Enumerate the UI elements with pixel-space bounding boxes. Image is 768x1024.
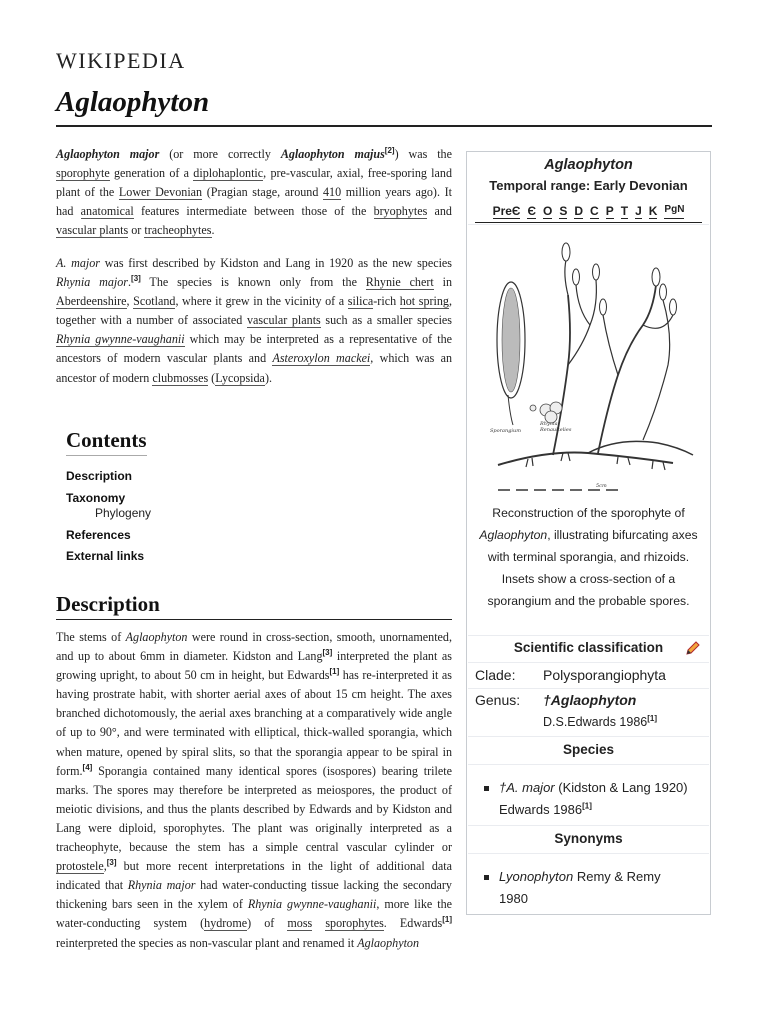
taxobox-title: Aglaophyton [544,157,633,173]
period-permian[interactable]: P [605,204,614,218]
period-triassic[interactable]: T [620,204,629,218]
link-vascular-plants[interactable]: vascular plants [56,223,129,238]
genus-row [468,688,709,737]
label-scale: 5cm [596,483,607,489]
citation-link[interactable]: [4] [82,762,93,772]
toc-item-references[interactable]: References [66,528,131,542]
link-diplohaplontic[interactable]: diplohaplontic [193,166,264,181]
citation-link[interactable]: [1] [442,915,452,925]
clade-row [468,662,709,689]
geologic-timescale [475,204,702,223]
title-divider [56,125,712,127]
table-of-contents [56,418,188,577]
genus-authority: D.S.Edwards 1986[1] [543,713,658,729]
link-hydrome[interactable]: hydrome [204,916,248,931]
citation-link[interactable]: [2] [384,145,395,155]
toc-item-external-links[interactable]: External links [66,549,145,563]
link-scotland[interactable]: Scotland [133,294,176,309]
label-renaultelies: Renaultelies [540,427,572,433]
link-bryophytes[interactable]: bryophytes [373,204,428,219]
citation-link[interactable]: [3] [131,274,141,284]
taxobox [466,151,711,915]
period-silurian[interactable]: S [559,204,568,218]
clade-label: Clade: [475,667,516,683]
label-sporangium: Sporangium [490,428,521,434]
link-clubmosses[interactable]: clubmosses [152,370,209,385]
section-heading-description: Description [56,592,452,620]
wikipedia-wordmark[interactable]: WIKIPEDIA [56,48,186,73]
link-vascular-plants-2[interactable]: vascular plants [246,313,321,328]
sporangium-inset [497,282,525,425]
period-jurassic[interactable]: J [635,204,642,218]
figure-caption: Reconstruction of the sporophyte of Aglaophyton, illustrating bifurcating axes with terminal sporangia, and rhizoids. Insets show a cross-section of a sporangium and the probable spores. [479,506,698,608]
spores-inset [530,402,562,423]
link-tracheophytes[interactable]: tracheophytes [144,223,212,238]
period-paleogene-neogene[interactable]: PgN [664,204,684,219]
page-title: Aglaophyton [56,86,210,118]
period-carboniferous[interactable]: C [590,204,599,218]
toc-item-taxonomy[interactable]: Taxonomy [66,491,126,505]
link-sporophyte[interactable]: sporophyte [56,166,110,181]
link-rhynie-chert[interactable]: Rhynie chert [365,275,434,290]
period-cambrian[interactable]: Є [527,204,536,218]
species-list [468,764,709,825]
link-lower-devonian[interactable]: Lower Devonian [118,185,203,200]
link-aberdeenshire[interactable]: Aberdeenshire [56,294,127,309]
species-item: †A. major (Kidston & Lang 1920) Edwards 1986[1] [499,780,688,817]
pencil-icon[interactable] [685,640,701,656]
toc-item-description[interactable]: Description [66,469,133,483]
link-rhynia-gwynne-vaughanii[interactable]: Rhynia gwynne-vaughanii [56,332,185,347]
bullet-icon [484,875,489,880]
link-protostele[interactable]: protostele [56,859,104,874]
toc-item-phylogeny[interactable]: Phylogeny [95,506,152,520]
period-ordovician[interactable]: O [543,204,553,218]
period-precambrian[interactable]: PreЄ [492,204,521,218]
intro-paragraph-2: A. major was first described by Kidston and Lang in 1920 as the new species Rhynia major.[3] The species is known only from the Rhynie chert in Aberdeenshire, Scotland, where it grew in the vicinity of a silica-rich hot spring, together with a number of associated vascular plants such as a smaller species Rhynia gwynne-vaughanii which may be interpreted as a representative of the ancestors of modern vascular plants and Asteroxylon mackei, which was an ancestor of modern clubmosses (Lycopsida). [56,256,453,385]
genus-label: Genus: [475,692,521,708]
link-anatomical[interactable]: anatomical [80,204,134,219]
link-sporophytes[interactable]: sporophytes [325,916,384,931]
reconstruction-illustration[interactable] [468,224,709,500]
link-moss[interactable]: moss [287,916,313,931]
synonyms-heading: Synonyms [468,825,709,853]
citation-link[interactable]: [3] [106,858,117,868]
link-410[interactable]: 410 [323,185,342,200]
link-lycopsida[interactable]: Lycopsida [215,370,265,385]
citation-link[interactable]: [1] [329,667,340,677]
citation-link[interactable]: [1] [647,713,658,723]
toc-title: Contents [66,428,147,456]
link-silica[interactable]: silica [347,294,374,309]
bullet-icon [484,786,489,791]
species-heading: Species [468,736,709,764]
genus-value: †Aglaophyton [543,692,637,708]
citation-link[interactable]: [1] [582,801,592,811]
synonyms-list [468,853,709,915]
period-devonian[interactable]: D [574,204,584,218]
label-rhynia: Rhynia [540,421,558,427]
link-hot-spring[interactable]: hot spring [399,294,449,309]
link-asteroxylon-mackei[interactable]: Asteroxylon mackei [272,351,371,366]
description-paragraph: The stems of Aglaophyton were round in cross-section, smooth, unornamented, and up to about 6mm in diameter. Kidston and Lang[3] interpreted the plant as growing upright, to about 50 cm in height, but Edwards[1] has re-interpreted it as having prostrate habit, with shorter aerial axes of about 15 cm height. The axes branched dichotomously, the aerial axes branching at a comparatively wide angle of up to 90°, and were terminated with elliptical, thick-walled sporangia, which when mature, opened by spiral slits, so that the sporangia appear to be spiral in form.[4] Sporangia contained many identical spores (isospores) bearing trilete marks. The spores may therefore be interpreted as meiospores, the product of meiotic divisions, and thus the plants described by Edwards and by Kidston and Lang were diploid, sporophytes. The plant was originally interpreted as a tracheophyte, because the stem has a simple central vascular cylinder or protostele,[3] but more recent interpretations in the light of additional data indicated that Rhynia major had water-conducting tissue lacking the secondary thickening bars seen in the xylem of Rhynia gwynne-vaughanii, more like the water-conducting system (hydrome) of moss sporophytes. Edwards[1] reinterpreted the species as non-vascular plant and renamed it Aglaophyton [56,630,452,950]
period-cretaceous[interactable]: K [648,204,658,218]
citation-link[interactable]: [3] [322,648,333,658]
synonym-item: Lyonophyton Remy & Remy 1980 [499,869,661,906]
scientific-classification-heading: Scientific classification [468,635,709,662]
temporal-range: Temporal range: Early Devonian [489,178,688,193]
clade-value[interactable]: Polysporangiophyta [543,667,666,683]
intro-paragraph-1: Aglaophyton major (or more correctly Aglaophyton majus[2]) was the sporophyte generation of a diplohaplontic, pre-vascular, axial, free-sporing land plant of the Lower Devonian (Pragian stage, around 410 million years ago). It had anatomical features intermediate between those of the bryophytes and vascular plants or tracheophytes. [56,145,452,238]
